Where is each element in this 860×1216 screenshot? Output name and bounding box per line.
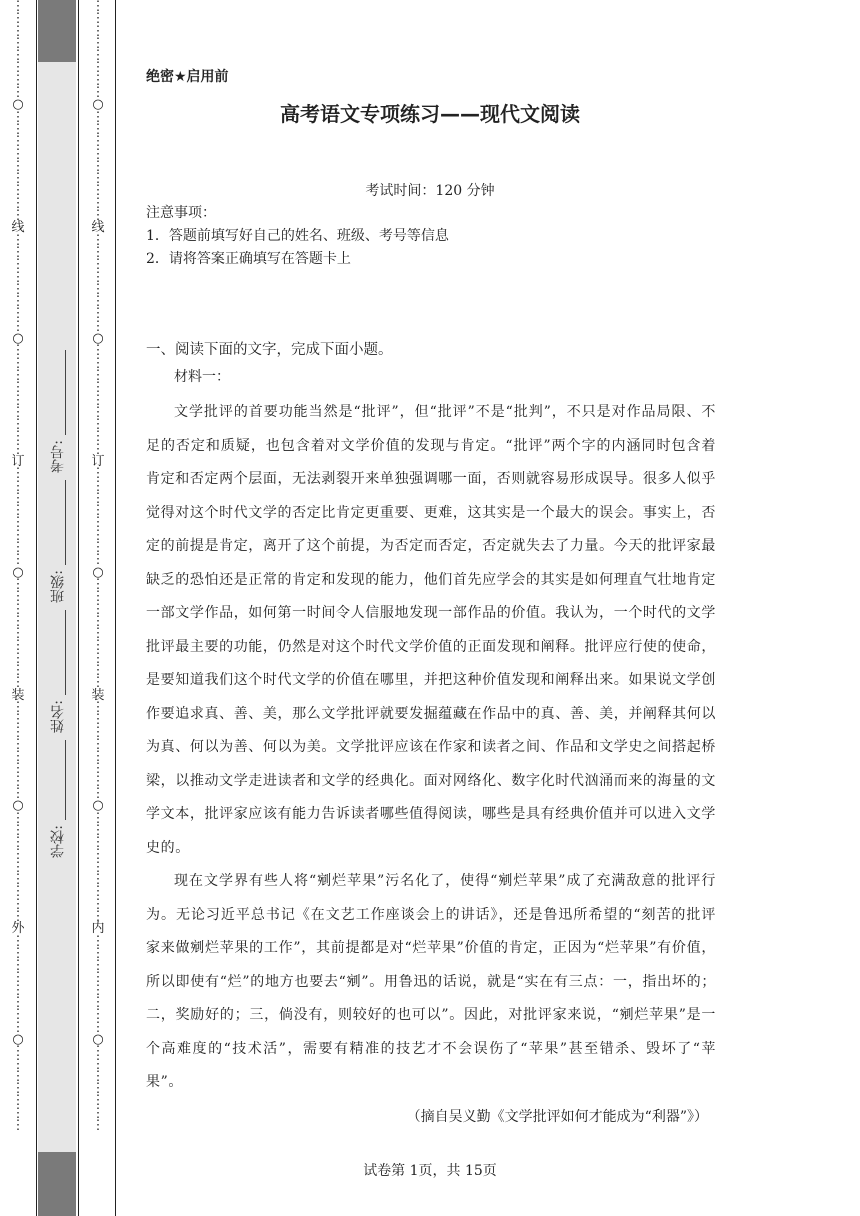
binding-dot: ⋮ (11, 933, 25, 949)
binding-dot: ⋮ (11, 884, 25, 900)
binding-dot: ⋮ (91, 552, 105, 568)
binding-mark: 装 (11, 687, 25, 703)
binding-dot: ⋮ (11, 589, 25, 605)
binding-dot: ⋮ (11, 650, 25, 666)
binding-circle: ○ (12, 97, 24, 113)
binding-dot: ⋮ (91, 306, 105, 322)
binding-dot: ⋮ (11, 761, 25, 777)
binding-dot: ⋮ (11, 945, 25, 961)
binding-dot: ⋮ (11, 85, 25, 101)
binding-dot: ⋮ (91, 724, 105, 740)
notes-heading: 注意事项： (146, 205, 216, 221)
binding-dot: ⋮ (91, 208, 105, 224)
binding-dot: ⋮ (91, 712, 105, 728)
binding-dot: ⋮ (91, 72, 105, 88)
binding-circle: ○ (12, 798, 24, 814)
binding-dot: ⋮ (11, 663, 25, 679)
binding-circle: ○ (92, 1031, 104, 1047)
binding-dot: ⋮ (11, 60, 25, 76)
binding-dot: ⋮ (91, 11, 105, 27)
student-info-fields (48, 380, 72, 880)
binding-dot: ⋮ (11, 35, 25, 51)
strip-top-block (38, 0, 76, 62)
binding-dot: ⋮ (11, 417, 25, 433)
binding-dot: ⋮ (11, 576, 25, 592)
exam-number-label: 考号: (50, 440, 66, 473)
binding-dot: ⋮ (11, 786, 25, 801)
binding-dot: ⋮ (11, 72, 25, 88)
exam-number-line (65, 350, 66, 435)
binding-dot: ⋮ (91, 847, 105, 863)
binding-dot: ⋮ (91, 244, 105, 260)
binding-dot: ⋮ (91, 171, 105, 187)
reading-passage (146, 396, 716, 1100)
binding-circle: ○ (92, 798, 104, 814)
binding-dot: ⋮ (91, 367, 105, 383)
binding-dot: ⋮ (11, 355, 25, 371)
class-line (65, 480, 66, 565)
binding-circle: ○ (92, 97, 104, 113)
exam-title: 高考语文专项练习——现代文阅读 (280, 102, 580, 126)
binding-dot: ⋮ (91, 527, 105, 543)
binding-dot: ⋮ (11, 872, 25, 888)
binding-dot: ⋮ (91, 1081, 105, 1097)
binding-mark: 内 (91, 921, 105, 937)
binding-dot: ⋮ (11, 835, 25, 851)
binding-dot: ⋮ (11, 810, 25, 826)
binding-dot: ⋮ (91, 355, 105, 371)
binding-dot: ⋮ (11, 490, 25, 506)
binding-dot: ⋮ (91, 626, 105, 642)
binding-dot: ⋮ (91, 872, 105, 888)
binding-dot: ⋮ (91, 121, 105, 137)
binding-dot: ⋮ (91, 404, 105, 420)
binding-dot: ⋮ (11, 208, 25, 224)
binding-dot: ⋮ (91, 392, 105, 408)
binding-dot: ⋮ (11, 724, 25, 740)
binding-dot: ⋮ (91, 945, 105, 961)
binding-dot: ⋮ (11, 343, 25, 359)
binding-dot: ⋮ (11, 1105, 25, 1121)
binding-dot: ⋮ (91, 158, 105, 174)
binding-dot: ⋮ (91, 1068, 105, 1084)
binding-dot: ⋮ (11, 601, 25, 617)
binding-dot: ⋮ (91, 109, 105, 125)
binding-dot: ⋮ (11, 306, 25, 322)
binding-dot: ⋮ (11, 121, 25, 137)
binding-dot: ⋮ (11, 48, 25, 64)
binding-dot: ⋮ (91, 343, 105, 359)
binding-dot: ⋮ (91, 859, 105, 875)
binding-dot: ⋮ (91, 0, 105, 14)
binding-dot: ⋮ (91, 589, 105, 605)
binding-dot: ⋮ (11, 773, 25, 789)
note-item: 2．请将答案正确填写在答题卡上 (146, 251, 351, 267)
binding-dot: ⋮ (91, 257, 105, 273)
binding-dot: ⋮ (91, 195, 105, 211)
binding-dot: ⋮ (91, 515, 105, 531)
binding-dot: ⋮ (11, 195, 25, 211)
binding-dot: ⋮ (91, 810, 105, 826)
binding-dot: ⋮ (11, 970, 25, 986)
binding-dot: ⋮ (11, 109, 25, 125)
binding-dot: ⋮ (91, 835, 105, 851)
binding-dot: ⋮ (11, 982, 25, 998)
binding-dot: ⋮ (11, 908, 25, 924)
binding-dot: ⋮ (91, 85, 105, 101)
binding-circle: ○ (12, 331, 24, 347)
binding-dot: ⋮ (11, 638, 25, 654)
binding-dot: ⋮ (91, 1105, 105, 1121)
binding-dot: ⋮ (91, 663, 105, 679)
name-line (65, 610, 66, 695)
binding-dot: ⋮ (11, 232, 25, 248)
binding-dot: ⋮ (91, 699, 105, 715)
binding-dot: ⋮ (11, 318, 25, 334)
binding-dot: ⋮ (91, 613, 105, 629)
binding-dot: ⋮ (91, 638, 105, 654)
binding-dot: ⋮ (91, 417, 105, 433)
binding-dot: ⋮ (91, 773, 105, 789)
binding-dot: ⋮ (11, 1081, 25, 1097)
binding-dot: ⋮ (11, 699, 25, 715)
binding-dot: ⋮ (91, 995, 105, 1011)
exam-time: 考试时间：120 分钟 (365, 183, 495, 199)
binding-dot: ⋮ (91, 503, 105, 519)
binding-dot: ⋮ (91, 896, 105, 912)
binding-dot: ⋮ (11, 257, 25, 273)
section-heading: 一、阅读下面的文字，完成下面小题。 (146, 342, 393, 358)
binding-dot: ⋮ (11, 822, 25, 838)
binding-dot: ⋮ (11, 441, 25, 457)
binding-dot: ⋮ (11, 749, 25, 765)
binding-dot: ⋮ (11, 995, 25, 1011)
binding-dot: ⋮ (91, 1056, 105, 1072)
binding-dot: ⋮ (11, 552, 25, 568)
binding-dot: ⋮ (91, 60, 105, 76)
binding-dot: ⋮ (11, 626, 25, 642)
binding-dot: ⋮ (11, 146, 25, 162)
notes-block (146, 202, 449, 271)
binding-circle: ○ (92, 564, 104, 580)
binding-dot: ⋮ (11, 712, 25, 728)
binding-dot: ⋮ (91, 380, 105, 396)
binding-dot: ⋮ (11, 0, 25, 14)
binding-dot: ⋮ (91, 183, 105, 199)
binding-dot: ⋮ (11, 896, 25, 912)
binding-mark: 线 (91, 220, 105, 236)
school-label: 学校: (50, 825, 66, 858)
binding-dot: ⋮ (11, 11, 25, 27)
secret-label: 绝密★启用前 (146, 69, 229, 85)
binding-dot: ⋮ (11, 1019, 25, 1035)
binding-dot: ⋮ (11, 269, 25, 285)
binding-dot: ⋮ (11, 1118, 25, 1134)
binding-dot: ⋮ (91, 540, 105, 556)
binding-dot: ⋮ (91, 601, 105, 617)
binding-dot: ⋮ (91, 318, 105, 334)
binding-dot: ⋮ (91, 933, 105, 949)
binding-circle: ○ (12, 564, 24, 580)
binding-dot: ⋮ (11, 367, 25, 383)
binding-dot: ⋮ (91, 576, 105, 592)
binding-circle: ○ (12, 1031, 24, 1047)
school-line (65, 740, 66, 820)
page-footer: 试卷第 1页，共 15页 (363, 1163, 497, 1179)
binding-dot: ⋮ (11, 392, 25, 408)
binding-dot: ⋮ (11, 171, 25, 187)
binding-dot: ⋮ (11, 736, 25, 752)
binding-mark: 装 (91, 687, 105, 703)
binding-dot: ⋮ (91, 35, 105, 51)
material-label: 材料一： (174, 369, 230, 385)
binding-dot: ⋮ (11, 134, 25, 150)
note-item: 1．答题前填写好自己的姓名、班级、考号等信息 (146, 228, 449, 244)
binding-dot: ⋮ (11, 1093, 25, 1109)
binding-dot: ⋮ (91, 761, 105, 777)
binding-dot: ⋮ (11, 1056, 25, 1072)
binding-dot: ⋮ (11, 466, 25, 482)
binding-dot: ⋮ (91, 1019, 105, 1035)
passage-paragraph: 现在文学界有些人将“剜烂苹果”污名化了，使得“剜烂苹果”成了充满敌意的批评行为。无论习近平总书记《在文艺工作座谈会上的讲话》，还是鲁迅所希望的“刻苦的批评家来做剜烂苹果的工作”，其前提都是对“烂苹果”价值的肯定，正因为“烂苹果”有价值，所以即使有“烂”的地方也要去“剜”。用鲁迅的话说，就是“实在有三点：一，指出坏的；二，奖励好的；三，倘没有，则较好的也可以”。因此，对批评家来说，“剜烂苹果”是一个高难度的“技术活”，需要有精准的技艺才不会误伤了“苹果”甚至错杀、毁坏了“苹果”。 (146, 873, 716, 1090)
binding-circle: ○ (92, 331, 104, 347)
binding-dot: ⋮ (91, 958, 105, 974)
binding-dot: ⋮ (91, 269, 105, 285)
binding-dot: ⋮ (11, 958, 25, 974)
binding-dot: ⋮ (91, 1093, 105, 1109)
class-label: 班级: (50, 570, 66, 603)
binding-dot: ⋮ (91, 294, 105, 310)
binding-dot: ⋮ (91, 970, 105, 986)
binding-dot: ⋮ (11, 23, 25, 39)
binding-dot: ⋮ (91, 429, 105, 445)
binding-dot: ⋮ (11, 515, 25, 531)
binding-dot: ⋮ (11, 404, 25, 420)
binding-dot: ⋮ (11, 380, 25, 396)
binding-dot: ⋮ (11, 859, 25, 875)
binding-mark: 外 (11, 921, 25, 937)
binding-mark: 订 (91, 453, 105, 469)
binding-dot: ⋮ (11, 281, 25, 297)
binding-dot: ⋮ (91, 478, 105, 494)
binding-dot: ⋮ (11, 527, 25, 543)
name-label: 姓名: (50, 700, 66, 733)
binding-dot: ⋮ (11, 244, 25, 260)
binding-dot: ⋮ (91, 1044, 105, 1060)
binding-dot: ⋮ (91, 48, 105, 64)
binding-dot: ⋮ (91, 134, 105, 150)
binding-dot: ⋮ (11, 503, 25, 519)
binding-dot: ⋮ (91, 23, 105, 39)
binding-dot: ⋮ (11, 540, 25, 556)
binding-dot: ⋮ (11, 158, 25, 174)
binding-dot: ⋮ (11, 294, 25, 310)
binding-dot: ⋮ (91, 884, 105, 900)
binding-dot: ⋮ (11, 1044, 25, 1060)
binding-dot: ⋮ (91, 749, 105, 765)
binding-dot: ⋮ (91, 675, 105, 691)
passage-paragraph: 文学批评的首要功能当然是“批评”，但“批评”不是“批判”，不只是对作品局限、不足的否定和质疑，也包含着对文学价值的发现与肯定。“批评”两个字的内涵同时包含着肯定和否定两个层面，无法剥裂开来单独强调哪一面，否则就容易形成误导。很多人似乎觉得对这个时代文学的否定比肯定更重要、更难，这其实是一个最大的误会。事实上，否定的前提是肯定，离开了这个前提，为否定而否定，否定就失去了力量。今天的批评家最缺乏的恐怕还是正常的肯定和发现的能力，他们首先应学会的其实是如何理直气壮地肯定一部文学作品，如何第一时间令人信服地发现一部作品的价值。我认为，一个时代的文学批评最主要的功能，仍然是对这个时代文学价值的正面发现和阐释。批评应行使的使命，是要知道我们这个时代文学的价值在哪里，并把这种价值发现和阐释出来。如果说文学创作要追求真、善、美，那么文学批评就要发掘蕴藏在作品中的真、善、美，并阐释其何以为真、何以为善、何以为美。文学批评应该在作家和读者之间、作品和文学史之间搭起桥梁，以推动文学走进读者和文学的经典化。面对网络化、数字化时代汹涌而来的海量的文学文本，批评家应该有能力告诉读者哪些值得阅读，哪些是具有经典价值并可以进入文学史的。 (146, 404, 716, 856)
binding-dot: ⋮ (91, 908, 105, 924)
binding-dot: ⋮ (91, 982, 105, 998)
binding-dot: ⋮ (91, 786, 105, 801)
binding-dot: ⋮ (11, 1007, 25, 1023)
binding-dot: ⋮ (91, 490, 105, 506)
binding-dot: ⋮ (91, 466, 105, 482)
binding-dot: ⋮ (91, 146, 105, 162)
binding-mark: 订 (11, 453, 25, 469)
binding-dot: ⋮ (11, 429, 25, 445)
binding-dot: ⋮ (91, 441, 105, 457)
binding-dot: ⋮ (91, 650, 105, 666)
binding-dot: ⋮ (11, 613, 25, 629)
passage-source: （摘自吴义勤《文学批评如何才能成为“利器”》） (406, 1109, 708, 1125)
binding-dot: ⋮ (91, 736, 105, 752)
binding-mark: 线 (11, 220, 25, 236)
binding-dot: ⋮ (91, 281, 105, 297)
binding-dot: ⋮ (11, 478, 25, 494)
binding-dot: ⋮ (91, 1118, 105, 1134)
binding-dot: ⋮ (11, 1068, 25, 1084)
binding-dot: ⋮ (11, 847, 25, 863)
binding-dot: ⋮ (91, 232, 105, 248)
binding-dot: ⋮ (91, 1007, 105, 1023)
binding-dot: ⋮ (11, 183, 25, 199)
binding-dot: ⋮ (91, 822, 105, 838)
binding-dot: ⋮ (11, 675, 25, 691)
